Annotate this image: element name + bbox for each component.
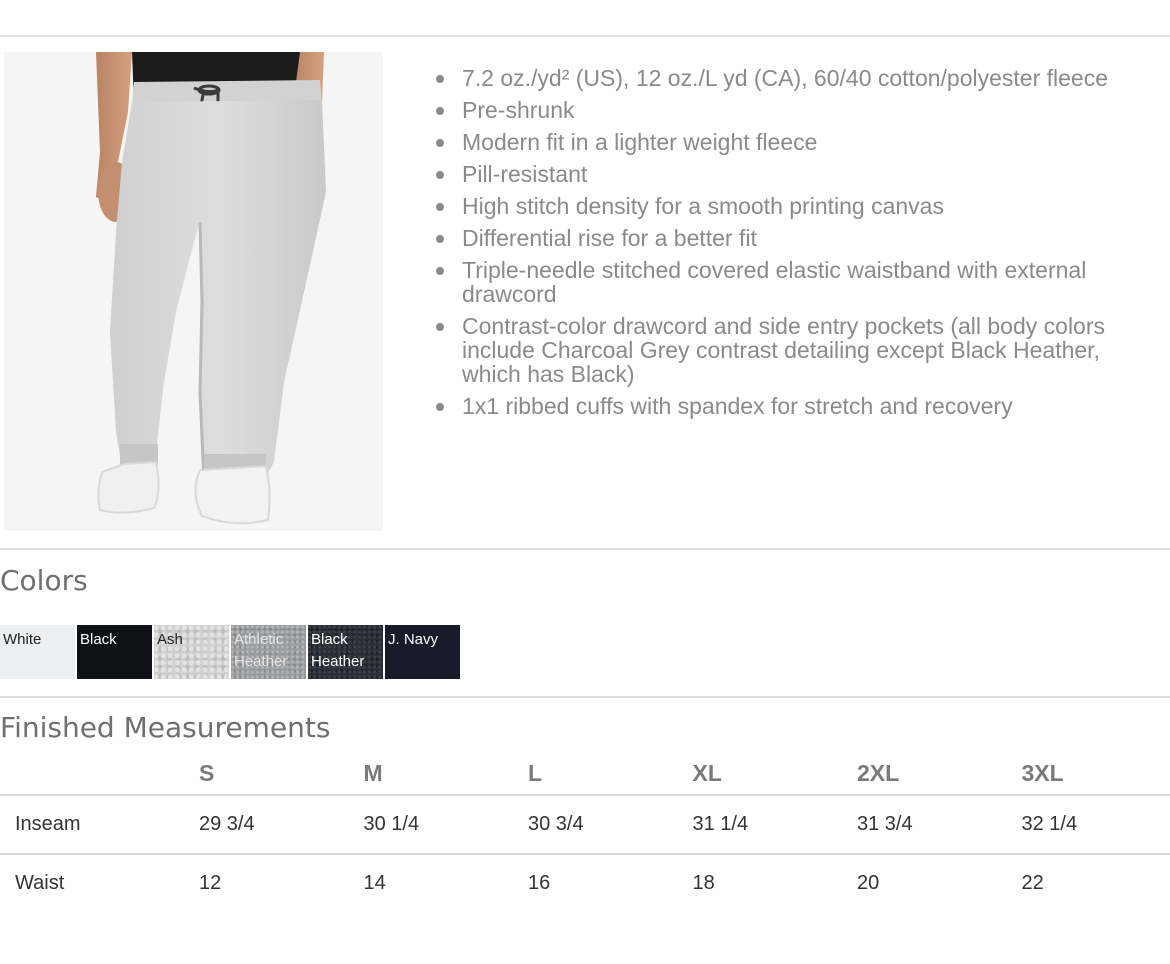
row-label-inseam: Inseam: [0, 795, 199, 854]
table-cell: 18: [692, 872, 715, 894]
size-header: 2XL: [857, 752, 1022, 795]
feature-item: Pill-resistant: [430, 162, 1110, 186]
color-swatch-j-navy[interactable]: J. Navy: [385, 625, 460, 679]
feature-item: Differential rise for a better fit: [430, 226, 1110, 250]
table-row: [0, 854, 1170, 912]
section-divider: [0, 696, 1170, 698]
color-swatch-white[interactable]: White: [0, 625, 75, 679]
row-label-waist: Waist: [15, 872, 65, 894]
table-header-row: [0, 752, 1170, 795]
size-header: L: [528, 752, 693, 795]
feature-item: Contrast-color drawcord and side entry pockets (all body colors include Charcoal Grey contrast detailing except Black Heather, which has Black): [430, 314, 1110, 386]
table-cell: 20: [857, 872, 880, 894]
table-cell: 12: [199, 872, 222, 894]
jogger-pants-illustration: [4, 52, 383, 531]
measurements-table: [0, 752, 1170, 912]
size-header: 3XL: [1022, 752, 1170, 795]
color-swatch-ash[interactable]: Ash: [154, 625, 229, 679]
feature-item: Pre-shrunk: [430, 98, 1110, 122]
table-cell: 31 1/4: [693, 795, 858, 854]
feature-item: Triple-needle stitched covered elastic waistband with external drawcord: [430, 258, 1110, 306]
table-cell: 32 1/4: [1022, 795, 1170, 854]
section-divider: [0, 548, 1170, 550]
color-swatch-black-heather[interactable]: Black Heather: [308, 625, 383, 679]
product-image: [4, 52, 383, 531]
table-cell: 16: [528, 872, 551, 894]
measurements-heading: Finished Measurements: [0, 711, 331, 744]
size-header: M: [364, 752, 529, 795]
color-swatch-list: [0, 625, 462, 679]
color-swatch-black[interactable]: Black: [77, 625, 152, 679]
table-cell: 30 1/4: [364, 795, 529, 854]
colors-heading: Colors: [0, 564, 88, 597]
table-row: [0, 795, 1170, 854]
feature-item: Modern fit in a lighter weight fleece: [430, 130, 1110, 154]
feature-list: [430, 66, 1110, 426]
feature-item: 7.2 oz./yd² (US), 12 oz./L yd (CA), 60/40 cotton/polyester fleece: [430, 66, 1110, 90]
table-cell: 30 3/4: [528, 795, 693, 854]
size-header: S: [199, 752, 364, 795]
table-cell: 31 3/4: [857, 795, 1022, 854]
table-cell: 29 3/4: [199, 795, 364, 854]
feature-item: High stitch density for a smooth printing canvas: [430, 194, 1110, 218]
table-header-empty: [0, 752, 199, 795]
table-cell: 14: [363, 872, 386, 894]
feature-item: 1x1 ribbed cuffs with spandex for stretch and recovery: [430, 394, 1110, 418]
table-cell: 22: [1021, 872, 1044, 894]
size-header: XL: [693, 752, 858, 795]
top-divider: [0, 35, 1170, 37]
color-swatch-athletic-heather[interactable]: Athletic Heather: [231, 625, 306, 679]
